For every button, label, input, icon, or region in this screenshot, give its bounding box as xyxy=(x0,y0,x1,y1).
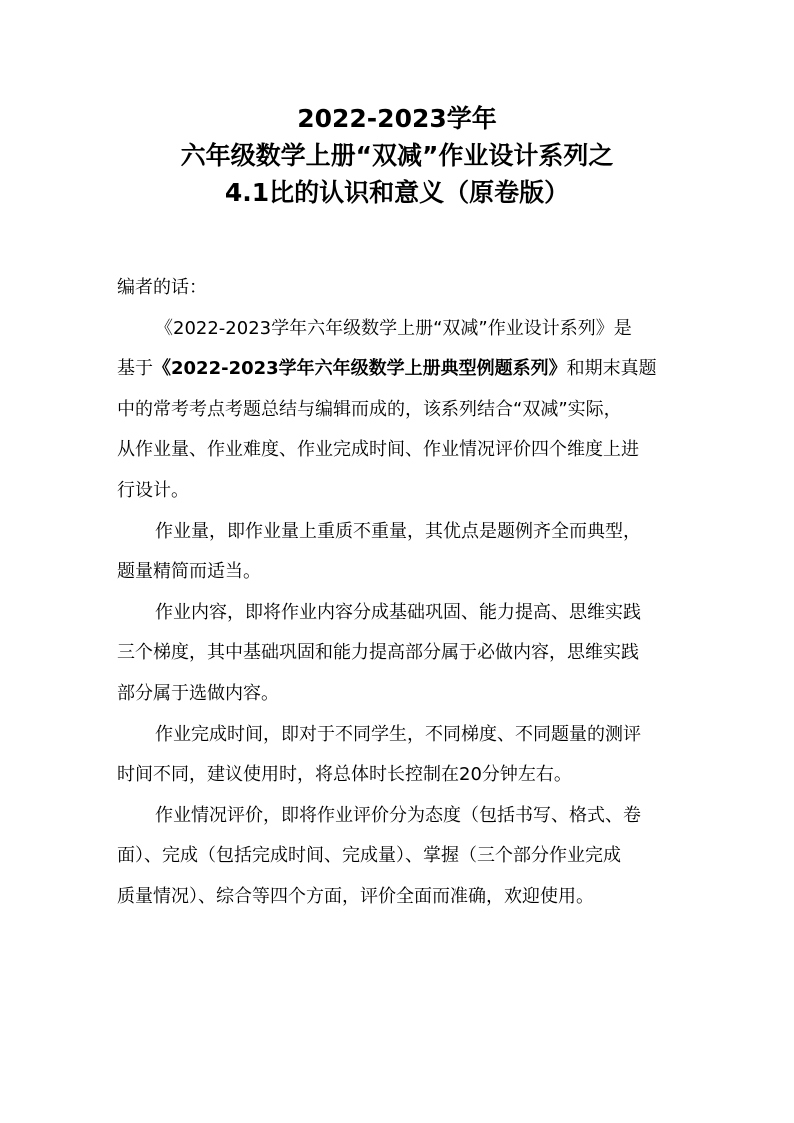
paragraph-5-line-1: 作业情况评价，即将作业评价分为态度（包括书写、格式、卷 xyxy=(155,804,641,826)
paragraph-1-line-2-prefix: 基于 xyxy=(117,358,153,380)
paragraph-5-line-2: 面）、完成（包括完成时间、完成量）、掌握（三个部分作业完成 xyxy=(117,845,621,867)
paragraph-4-line-2: 时间不同，建议使用时，将总体时长控制在20分钟左右。 xyxy=(117,764,572,786)
editor-note-heading: 编者的话： xyxy=(117,277,207,298)
paragraph-1-line-2 xyxy=(117,349,665,390)
paragraph-2-line-1: 作业量，即作业量上重质不重量，其优点是题例齐全而典型， xyxy=(155,520,641,542)
title-line-series: 六年级数学上册“双减”作业设计系列之 xyxy=(180,141,614,170)
paragraph-1-line-4: 从作业量、作业难度、作业完成时间、作业情况评价四个维度上进 xyxy=(117,439,639,461)
paragraph-3-line-1: 作业内容，即将作业内容分成基础巩固、能力提高、思维实践 xyxy=(155,601,641,623)
editor-note xyxy=(117,268,665,918)
paragraph-1-line-3: 中的常考考点考题总结与编辑而成的，该系列结合“双减”实际， xyxy=(117,398,622,420)
title-line-topic: 4.1比的认识和意义（原卷版） xyxy=(224,178,570,207)
paragraph-1-bold-series-title: 《2022-2023学年六年级数学上册典型例题系列》 xyxy=(153,358,567,380)
paragraph-1-line-1: 《2022-2023学年六年级数学上册“双减”作业设计系列》是 xyxy=(155,317,632,339)
paragraph-3-line-3: 部分属于选做内容。 xyxy=(117,682,279,704)
paragraph-1-line-2-suffix: 和期末真题 xyxy=(566,358,657,380)
title-line-year: 2022-2023学年 xyxy=(297,104,497,133)
paragraph-2-line-2: 题量精简而适当。 xyxy=(117,561,261,583)
document-title xyxy=(0,100,794,211)
paragraph-5-line-3: 质量情况）、综合等四个方面，评价全面而准确，欢迎使用。 xyxy=(117,885,594,907)
paragraph-4-line-1: 作业完成时间，即对于不同学生，不同梯度、不同题量的测评 xyxy=(155,723,641,745)
paragraph-1-line-5: 行设计。 xyxy=(117,479,189,501)
paragraph-3-line-2: 三个梯度，其中基础巩固和能力提高部分属于必做内容，思维实践 xyxy=(117,642,639,664)
